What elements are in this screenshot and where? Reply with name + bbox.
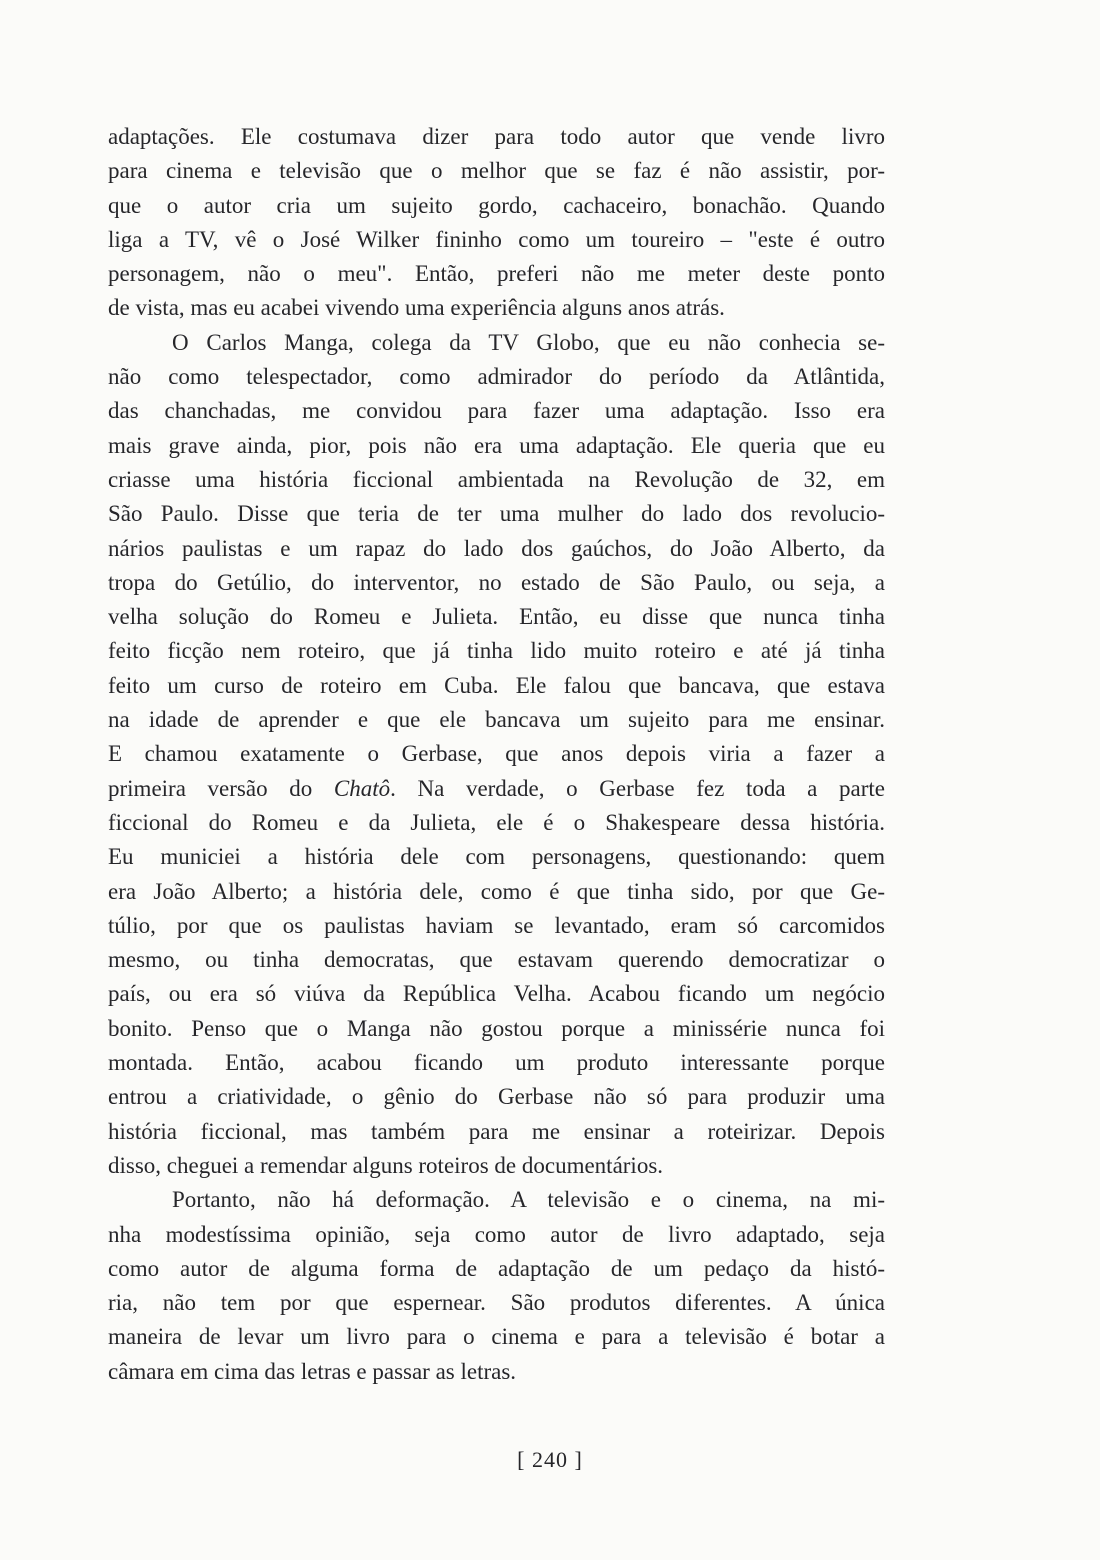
text-line: túlio, por que os paulistas haviam se levantado, eram só carcomidos (108, 912, 885, 938)
text-line: das chanchadas, me convidou para fazer uma adaptação. Isso era (108, 398, 885, 424)
text-line: nha modestíssima opinião, seja como autor de livro adaptado, seja (108, 1221, 885, 1247)
text-line: que o autor cria um sujeito gordo, cachaceiro, bonachão. Quando (108, 192, 885, 218)
text-line: de vista, mas eu acabei vivendo uma experiência alguns anos atrás. (108, 295, 725, 321)
text-line: O Carlos Manga, colega da TV Globo, que eu não conhecia se- (172, 329, 885, 355)
text-line: montada. Então, acabou ficando um produto interessante porque (108, 1050, 885, 1076)
text-line: disso, cheguei a remendar alguns roteiros de documentários. (108, 1152, 664, 1178)
text-line: E chamou exatamente o Gerbase, que anos depois viria a fazer a (108, 741, 885, 767)
text-line: câmara em cima das letras e passar as letras. (108, 1358, 517, 1384)
text-line: velha solução do Romeu e Julieta. Então, eu disse que nunca tinha (108, 604, 885, 630)
text-line: mais grave ainda, pior, pois não era uma adaptação. Ele queria que eu (108, 432, 885, 458)
text-line: adaptações. Ele costumava dizer para todo autor que vende livro (108, 124, 885, 149)
text-line: liga a TV, vê o José Wilker fininho como um toureiro – "este é outro (108, 226, 885, 252)
text-line: para cinema e televisão que o melhor que se faz é não assistir, por- (108, 158, 885, 184)
text-line: história ficcional, mas também para me ensinar a roteirizar. Depois (108, 1118, 885, 1144)
text-line: São Paulo. Disse que teria de ter uma mulher do lado dos revolucio- (108, 501, 885, 527)
text-line: Portanto, não há deformação. A televisão e o cinema, na mi- (172, 1187, 885, 1213)
paragraph (108, 326, 885, 1183)
text-line: personagem, não o meu". Então, preferi não me meter deste ponto (108, 261, 885, 287)
page-number: [ 240 ] (517, 1447, 583, 1472)
text-line: não como telespectador, como admirador do período da Atlântida, (108, 364, 885, 390)
text-line: entrou a criatividade, o gênio do Gerbase não só para produzir uma (108, 1084, 885, 1110)
text-line: ficcional do Romeu e da Julieta, ele é o Shakespeare dessa história. (108, 809, 885, 835)
text-line: tropa do Getúlio, do interventor, no estado de São Paulo, ou seja, a (108, 569, 885, 595)
text-line: mesmo, ou tinha democratas, que estavam querendo democratizar o (108, 947, 885, 973)
text-line: feito um curso de roteiro em Cuba. Ele falou que bancava, que estava (108, 672, 885, 698)
text-line: país, ou era só viúva da República Velha. Acabou ficando um negócio (108, 981, 885, 1007)
text-line: era João Alberto; a história dele, como é que tinha sido, por que Ge- (108, 878, 885, 904)
text-line: na idade de aprender e que ele bancava um sujeito para me ensinar. (108, 707, 885, 733)
body-text (108, 120, 885, 1389)
text-line: criasse uma história ficcional ambientada na Revolução de 32, em (108, 466, 885, 492)
book-title: Chatô (333, 775, 391, 801)
text-line: nários paulistas e um rapaz do lado dos gaúchos, do João Alberto, da (108, 535, 885, 561)
paragraph (108, 120, 885, 326)
text-line: feito ficção nem roteiro, que já tinha lido muito roteiro e até já tinha (108, 638, 885, 664)
text-line: como autor de alguma forma de adaptação de um pedaço da histó- (108, 1255, 885, 1281)
paragraph (108, 1183, 885, 1389)
text-line: Eu municiei a história dele com personagens, questionando: quem (108, 844, 885, 870)
text-line: bonito. Penso que o Manga não gostou porque a minissérie nunca foi (108, 1015, 885, 1041)
text-line: ria, não tem por que espernear. São produtos diferentes. A única (108, 1290, 885, 1316)
text-line: primeira versão do Chatô. Na verdade, o Gerbase fez toda a parte (108, 775, 885, 801)
text-line: maneira de levar um livro para o cinema e para a televisão é botar a (108, 1324, 885, 1350)
